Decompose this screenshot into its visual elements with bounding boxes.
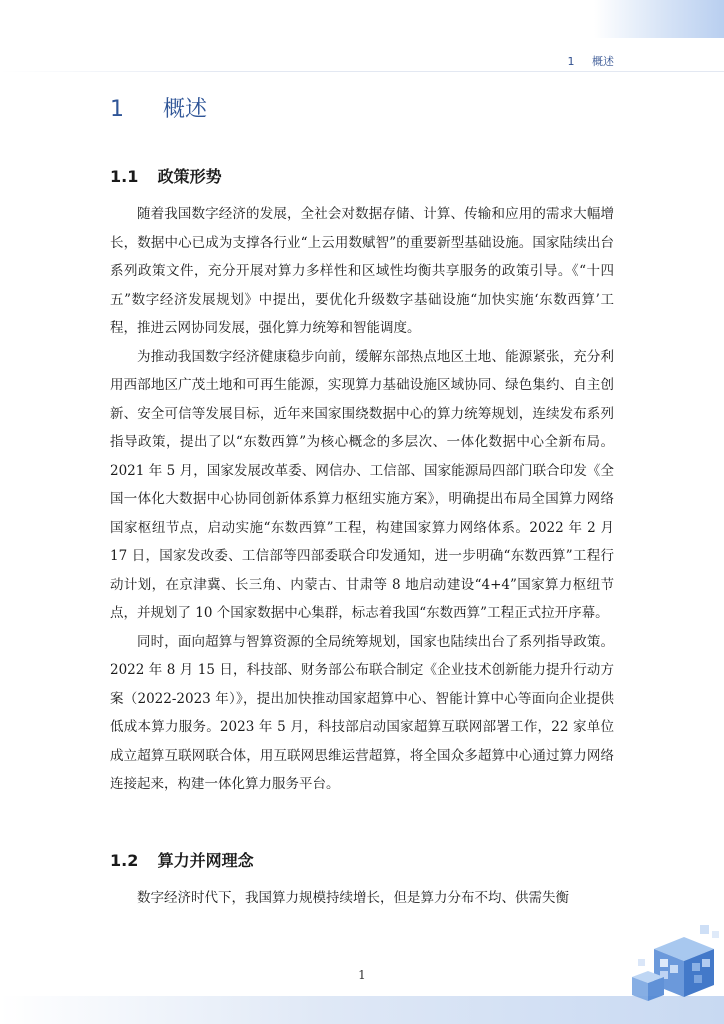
page-number: 1	[358, 968, 366, 982]
paragraph: 数字经济时代下，我国算力规模持续增长，但是算力分布不均、供需失衡	[137, 890, 569, 906]
section-number: 1.1	[110, 167, 139, 186]
paragraph: 为推动我国数字经济健康稳步向前，缓解东部热点地区土地、能源紧张，充分利用西部地区广茂土地和可再生能源，实现算力基础设施区域协同、绿色集约、自主创新、安全可信等发展目标，近年来国家围绕数据中心的算力统筹规划，连续发布系列指导政策，提出了以“东数西算”为核心概念的多层次、一体化数据中心全新布局。2021 年 5 月，国家发展改革委、网信办、工信部、国家能源局四部门联合印发《全国一体化大数据中心协同创新体系算力枢纽实施方案》，明确提出布局全国算力网络国家枢纽节点，启动实施“东数西算”工程，构建国家算力网络体系。2022 年 2 月 17 日，国家发改委、工信部等四部委联合印发通知，进一步明确“东数西算”工程行动计划，在京津冀、长三角、内蒙古、甘肃等 8 地启动建设“4+4”国家算力枢纽节点，并规划了 10 个国家数据中心集群，标志着我国“东数西算”工程正式拉开序幕。	[110, 348, 614, 621]
chapter-title-text: 概述	[163, 97, 208, 122]
cube-decoration-icon	[614, 919, 724, 1024]
chapter-number: 1	[110, 97, 124, 122]
paragraph: 同时，面向超算与智算资源的全局统筹规划，国家也陆续出台了系列指导政策。2022 年 8 月 15 日，科技部、财务部公布联合制定《企业技术创新能力提升行动方案（2022-2023 年）》，提出加快推动国家超算中心、智能计算中心等面向企业提供低成本算力服务。2023 年 5 月，科技部启动国家超算互联网部署工作，22 家单位成立超算互联网联合体，用互联网思维运营超算，将全国众多超算中心通过算力网络连接起来，构建一体化算力服务平台。	[110, 633, 614, 792]
section-1-1-body	[110, 200, 614, 799]
section-1-2-body	[110, 884, 614, 913]
paragraph: 随着我国数字经济的发展，全社会对数据存储、计算、传输和应用的需求大幅增长，数据中心已成为支撑各行业“上云用数赋智”的重要新型基础设施。国家陆续出台系列政策文件，充分开展对算力多样性和区域性均衡共享服务的政策引导。《“十四五”数字经济发展规划》中提出，要优化升级数字基础设施“加快实施‘东数西算’工程，推进云网协同发展，强化算力统筹和智能调度。	[110, 206, 614, 336]
section-title-text: 算力并网理念	[157, 851, 254, 870]
header-decoration	[594, 0, 724, 38]
chapter-title	[110, 92, 207, 123]
running-header-chapter-label: 概述	[592, 55, 614, 68]
section-title-1-1	[110, 164, 222, 187]
section-number: 1.2	[110, 851, 139, 870]
running-header	[568, 53, 615, 69]
running-header-chapter-number: 1	[567, 55, 575, 68]
header-rule	[0, 71, 724, 72]
section-title-1-2	[110, 848, 254, 871]
section-title-text: 政策形势	[157, 167, 222, 186]
